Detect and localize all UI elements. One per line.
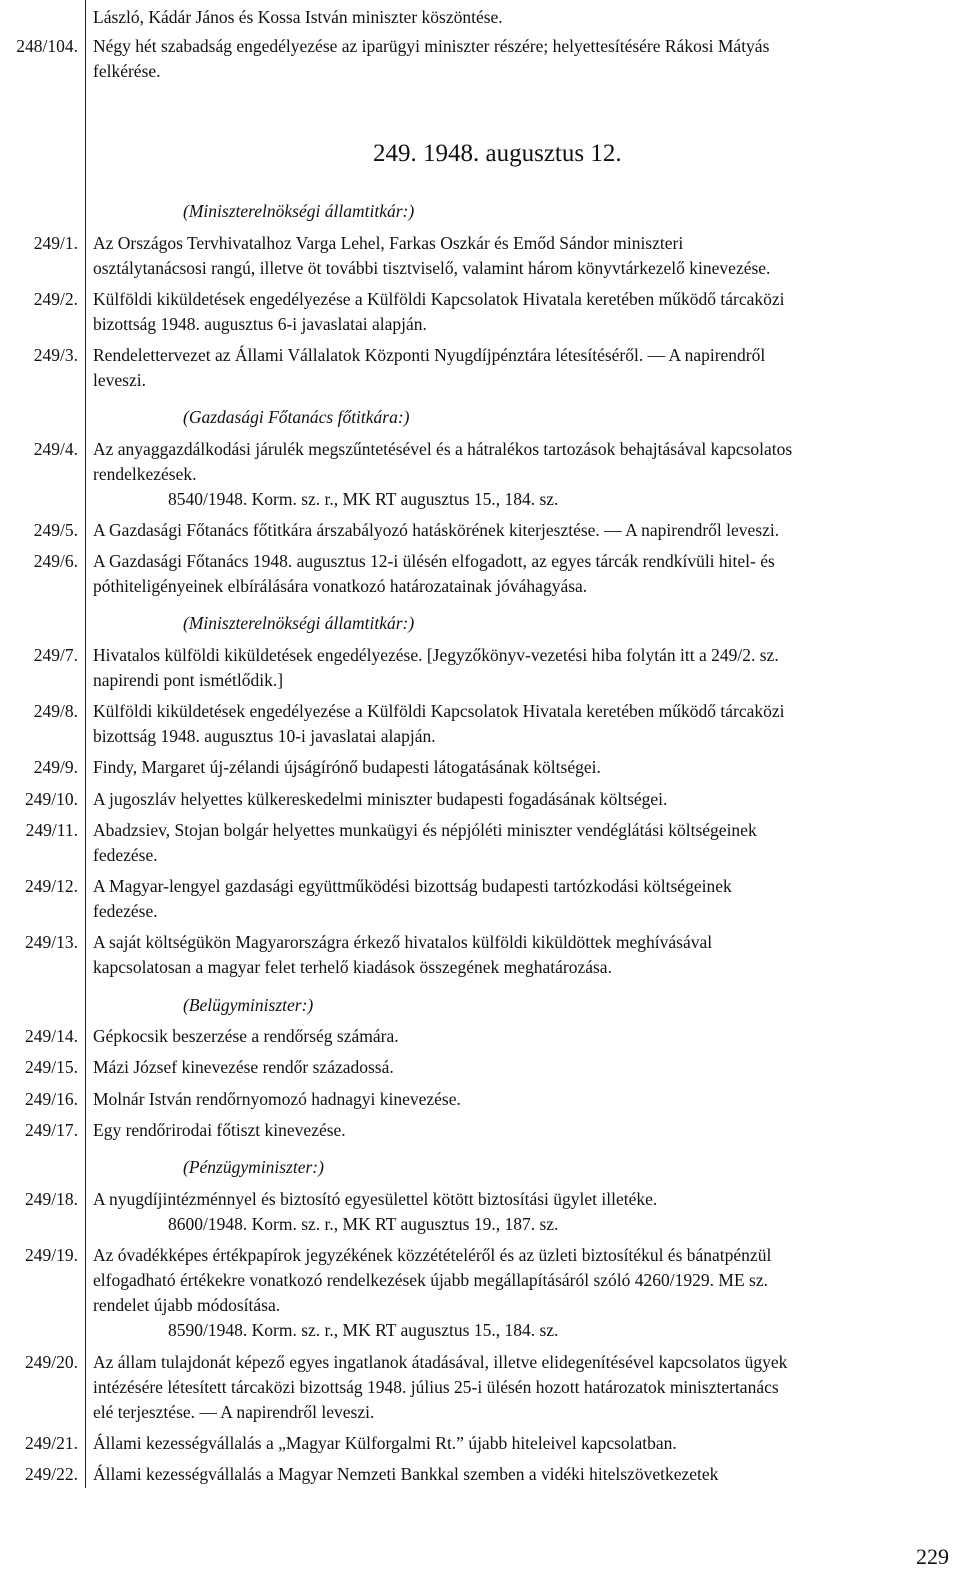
- item-text: intézésére létesített tárcaközi bizottság 1948. július 25-i ülésén hozott határozatok minisztertanács: [93, 1377, 779, 1397]
- item-number: 249/22.: [25, 1464, 78, 1484]
- item-text: Az Országos Tervhivatalhoz Varga Lehel, Farkas Oszkár és Emőd Sándor miniszteri: [93, 233, 684, 253]
- item-number: 249/20.: [25, 1352, 78, 1372]
- item-text: Az óvadékképes értékpapírok jegyzékének közzétételéről és az üzleti biztosítékul és bánatpénzül: [93, 1245, 772, 1265]
- item-number: 249/21.: [25, 1433, 78, 1453]
- session-title: 249. 1948. augusztus 12.: [373, 140, 622, 167]
- item-text: póthiteligényeinek elbírálására vonatkozó határozatainak jóváhagyása.: [93, 576, 588, 596]
- column-divider: [85, 0, 86, 1488]
- item-text: A saját költségükön Magyarországra érkező hivatalos külföldi kiküldöttek meghívásával: [93, 932, 713, 952]
- top-text: László, Kádár János és Kossa István miniszter köszöntése.: [93, 7, 503, 27]
- item-text: Molnár István rendőrnyomozó hadnagyi kinevezése.: [93, 1089, 461, 1109]
- item-number: 249/5.: [33, 520, 78, 540]
- item-text: rendelet újabb módosítása.: [93, 1295, 281, 1315]
- item-text: Findy, Margaret új-zélandi újságírónő budapesti látogatásának költségei.: [93, 757, 601, 777]
- item-text: Négy hét szabadság engedélyezése az iparügyi miniszter részére; helyettesítésére Rákosi Mátyás: [93, 36, 770, 56]
- item-text: Gépkocsik beszerzése a rendőrség számára.: [93, 1026, 399, 1046]
- item-text: Külföldi kiküldetések engedélyezése a Külföldi Kapcsolatok Hivatala keretében működő tárcaközi: [93, 289, 785, 309]
- item-number: 249/15.: [25, 1057, 78, 1077]
- item-text: Állami kezességvállalás a „Magyar Külforgalmi Rt.” újabb hiteleivel kapcsolatban.: [93, 1433, 677, 1453]
- section-heading: (Miniszterelnökségi államtitkár:): [183, 201, 415, 221]
- item-text: osztálytanácsosi rangú, illetve öt további tisztviselő, valamint három könyvtárkezelő kinevezése.: [93, 258, 771, 278]
- item-text: Rendelettervezet az Állami Vállalatok Központi Nyugdíjpénztára létesítéséről. — A napirendről: [93, 345, 766, 365]
- item-number: 249/7.: [33, 645, 78, 665]
- item-text: Mázi József kinevezése rendőr századossá.: [93, 1057, 394, 1077]
- item-number: 249/13.: [25, 932, 78, 952]
- section-heading: (Pénzügyminiszter:): [183, 1157, 324, 1177]
- item-number: 249/18.: [25, 1189, 78, 1209]
- item-number: 249/6.: [33, 551, 78, 571]
- section-heading: (Belügyminiszter:): [183, 995, 314, 1015]
- item-number: 248/104.: [16, 36, 78, 56]
- item-text: rendelkezések.: [93, 464, 197, 484]
- item-text: A Gazdasági Főtanács 1948. augusztus 12-i ülésén elfogadott, az egyes tárcák rendkívüli hitel- és: [93, 551, 775, 571]
- item-text: kapcsolatosan a magyar felet terhelő kiadások összegének meghatározása.: [93, 957, 612, 977]
- item-text: Egy rendőrirodai főtiszt kinevezése.: [93, 1120, 346, 1140]
- item-text: fedezése.: [93, 845, 158, 865]
- item-note: 8540/1948. Korm. sz. r., MK RT augusztus 15., 184. sz.: [168, 489, 559, 509]
- item-text: A Magyar-lengyel gazdasági együttműködési bizottság budapesti tartózkodási költségeinek: [93, 876, 732, 896]
- item-text: napirendi pont ismétlődik.]: [93, 670, 284, 690]
- item-text: elfogadható értékekre vonatkozó rendelkezések újabb megállapításáról szóló 4260/1929. ME sz.: [93, 1270, 768, 1290]
- item-text: A nyugdíjintézménnyel és biztosító egyesülettel kötött biztosítási ügylet illetéke.: [93, 1189, 658, 1209]
- item-number: 249/19.: [25, 1245, 78, 1265]
- item-number: 249/11.: [25, 820, 78, 840]
- item-number: 249/17.: [25, 1120, 78, 1140]
- item-text: Az anyaggazdálkodási járulék megszűntetésével és a hátralékos tartozások behajtásával kapcsolatos: [93, 439, 793, 459]
- item-number: 249/8.: [33, 701, 78, 721]
- item-text: A jugoszláv helyettes külkereskedelmi miniszter budapesti fogadásának költségei.: [93, 789, 668, 809]
- item-note: 8590/1948. Korm. sz. r., MK RT augusztus 15., 184. sz.: [168, 1320, 559, 1340]
- item-text: Külföldi kiküldetések engedélyezése a Külföldi Kapcsolatok Hivatala keretében működő tárcaközi: [93, 701, 785, 721]
- item-number: 249/3.: [33, 345, 78, 365]
- item-text: Hivatalos külföldi kiküldetések engedélyezése. [Jegyzőkönyv-vezetési hiba folytán itt a 249/2. sz.: [93, 645, 779, 665]
- section-heading: (Miniszterelnökségi államtitkár:): [183, 613, 415, 633]
- item-number: 249/16.: [25, 1089, 78, 1109]
- item-text: bizottság 1948. augusztus 6-i javaslatai alapján.: [93, 314, 427, 334]
- item-number: 249/10.: [25, 789, 78, 809]
- section-heading: (Gazdasági Főtanács főtitkára:): [183, 407, 410, 427]
- item-text: Állami kezességvállalás a Magyar Nemzeti Bankkal szemben a vidéki hitelszövetkezetek: [93, 1464, 719, 1484]
- item-text: leveszi.: [93, 370, 146, 390]
- item-note: 8600/1948. Korm. sz. r., MK RT augusztus 19., 187. sz.: [168, 1214, 559, 1234]
- item-text: fedezése.: [93, 901, 158, 921]
- item-number: 249/4.: [33, 439, 78, 459]
- item-number: 249/14.: [25, 1026, 78, 1046]
- item-number: 249/9.: [33, 757, 78, 777]
- item-text: Az állam tulajdonát képező egyes ingatlanok átadásával, illetve elidegenítésével kapcsolatos ügyek: [93, 1352, 788, 1372]
- item-number: 249/12.: [25, 876, 78, 896]
- page-number: 229: [916, 1544, 949, 1569]
- item-text: felkérése.: [93, 61, 161, 81]
- item-text: elé terjesztése. — A napirendről leveszi.: [93, 1402, 375, 1422]
- item-number: 249/2.: [33, 289, 78, 309]
- item-text: Abadzsiev, Stojan bolgár helyettes munkaügyi és népjóléti miniszter vendéglátási költségeinek: [93, 820, 757, 840]
- item-number: 249/1.: [33, 233, 78, 253]
- item-text: bizottság 1948. augusztus 10-i javaslatai alapján.: [93, 726, 436, 746]
- item-text: A Gazdasági Főtanács főtitkára árszabályozó hatáskörének kiterjesztése. — A napirendről leveszi.: [93, 520, 780, 540]
